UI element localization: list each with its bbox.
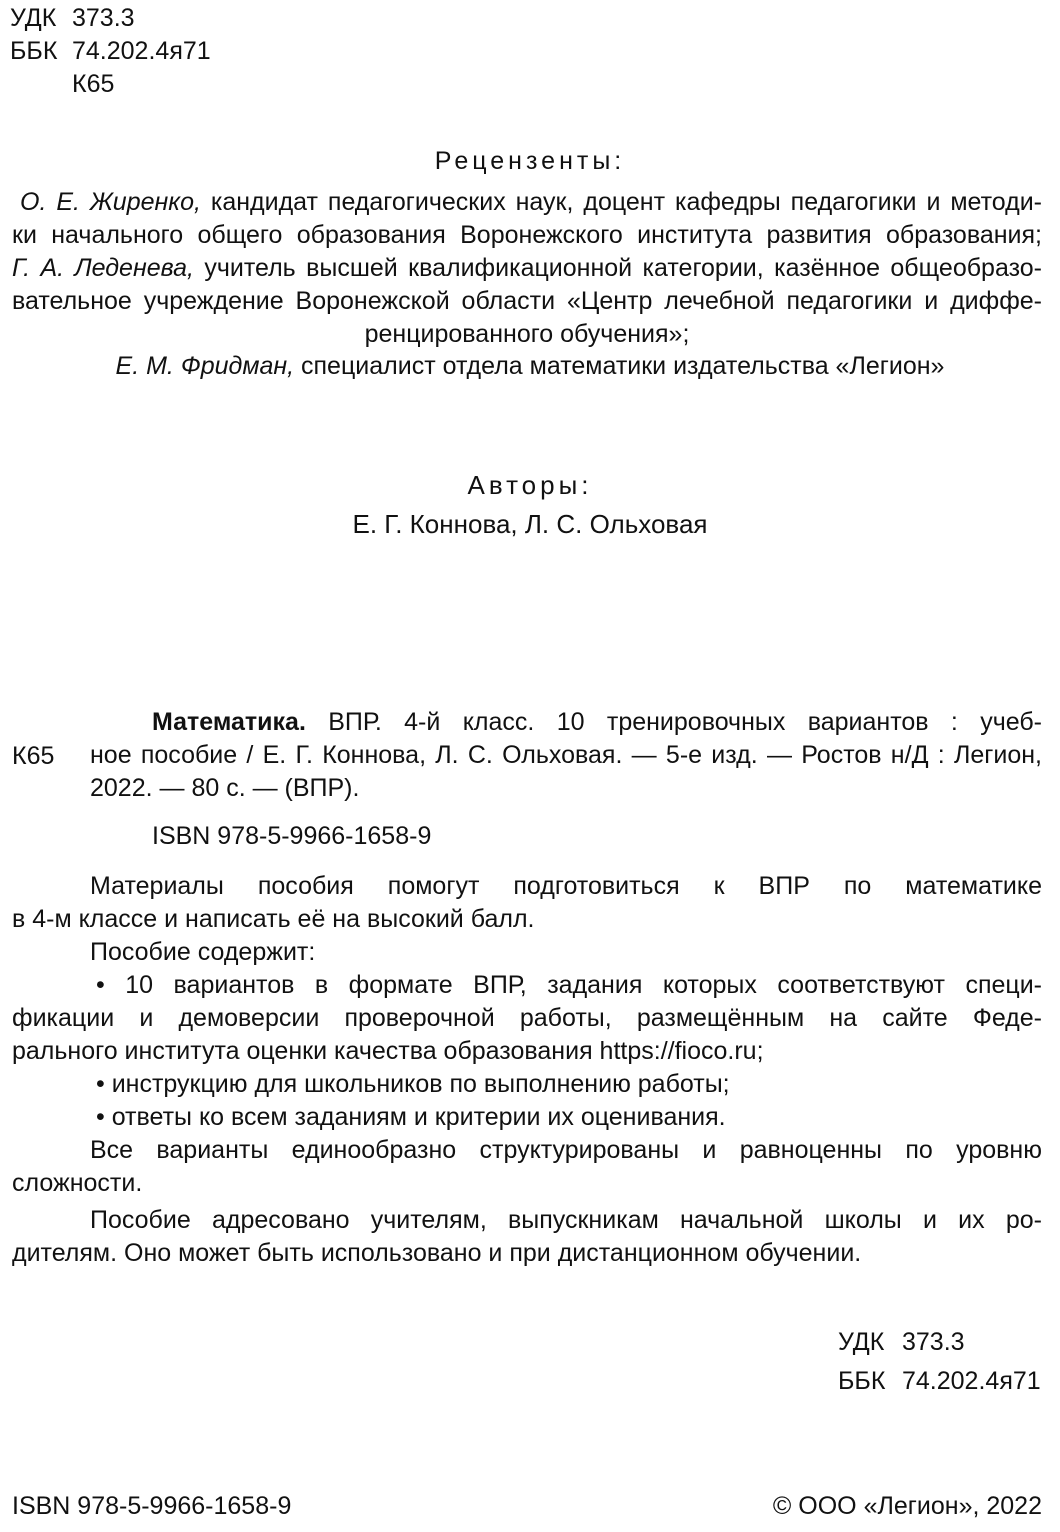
catalog-title: Математика.: [152, 708, 306, 736]
bottom-codes: [838, 1326, 1058, 1398]
authors-names: Е. Г. Коннова, Л. С. Ольховая: [352, 509, 708, 539]
top-udk-row: [10, 2, 310, 35]
bottom-udk-value: 373.3: [902, 1328, 965, 1356]
reviewer-2-line-2: вательное учреждение Воронежской области «Центр лечебной педагогики и диффе-: [12, 287, 1042, 315]
annotation-p3-line-1: Все варианты единообразно структурированы и равноценны по уровню: [90, 1136, 1042, 1164]
udk-label: УДК: [10, 4, 57, 32]
catalog-entry: [90, 706, 1042, 805]
annotation-p1-line-1: Материалы пособия помогут подготовиться к ВПР по математике: [90, 872, 1042, 900]
top-codes: [10, 2, 310, 101]
reviewer-2: [12, 252, 1042, 351]
udk-value: 373.3: [72, 4, 135, 32]
reviewer-2-name: Г. А. Леденева,: [12, 254, 194, 282]
annotation-p2: Пособие содержит:: [90, 938, 316, 966]
reviewer-3: Е. М. Фридман, специалист отдела математики издательства «Легион»: [115, 352, 945, 380]
footer-copyright: © ООО «Легион», 2022: [772, 1492, 1042, 1520]
annotation-p1-line-2: в 4-м классе и написать её на высокий балл.: [12, 905, 535, 933]
bottom-bbk-label: ББК: [838, 1367, 886, 1395]
reviewer-2-line-1: Г. А. Леденева, учитель высшей квалификационной категории, казённое общеобразо-: [12, 254, 1042, 282]
annotation-bullet-1-line-2: фикации и демоверсии проверочной работы, размещённым на сайте Феде-: [12, 1004, 1042, 1032]
top-bbk-row: [10, 35, 310, 68]
authors-heading: Авторы:: [467, 470, 593, 500]
catalog-line-2: ное пособие / Е. Г. Коннова, Л. С. Ольховая. — 5-е изд. — Ростов н/Д : Легион,: [90, 741, 1042, 769]
catalog-isbn: ISBN 978-5-9966-1658-9: [152, 822, 432, 850]
annotation-p3-line-2: сложности.: [12, 1169, 143, 1197]
annotation-bullet-3: • ответы ко всем заданиям и критерии их оценивания.: [96, 1103, 726, 1131]
bottom-udk-row: [838, 1326, 1058, 1359]
reviewer-1-line-1: О. Е. Жиренко, кандидат педагогических наук, доцент кафедры педагогики и методи-: [20, 188, 1042, 216]
bbk-value: 74.202.4я71: [72, 37, 211, 65]
bbk-label: ББК: [10, 37, 58, 65]
reviewer-1-line-2: ки начального общего образования Воронежского института развития образования;: [12, 221, 1042, 249]
annotation-bullet-1-line-1: • 10 вариантов в формате ВПР, задания которых соответствуют специ-: [96, 971, 1042, 999]
annotation: [12, 870, 1042, 1270]
author-mark: К65: [72, 70, 115, 98]
annotation-p4-line-1: Пособие адресовано учителям, выпускникам начальной школы и их ро-: [90, 1206, 1042, 1234]
annotation-p4-line-2: дителям. Оно может быть использовано и при дистанционном обучении.: [12, 1239, 862, 1267]
top-author-mark-row: [10, 68, 310, 101]
bottom-udk-label: УДК: [838, 1328, 885, 1356]
bottom-bbk-row: [838, 1365, 1058, 1398]
footer-isbn: ISBN 978-5-9966-1658-9: [12, 1492, 292, 1520]
reviewer-3-name: Е. М. Фридман,: [115, 352, 295, 380]
reviewer-2-line-3: ренцированного обучения»;: [364, 320, 690, 348]
reviewer-1: [12, 186, 1042, 252]
bottom-bbk-value: 74.202.4я71: [902, 1367, 1041, 1395]
reviewers-heading: Рецензенты:: [434, 147, 626, 175]
catalog-mark: К65: [12, 742, 55, 770]
annotation-bullet-2: • инструкцию для школьников по выполнению работы;: [96, 1070, 730, 1098]
catalog-line-1: Математика. ВПР. 4-й класс. 10 тренировочных вариантов : учеб-: [152, 708, 1042, 736]
catalog-line-3: 2022. — 80 с. — (ВПР).: [90, 774, 360, 802]
reviewer-1-name: О. Е. Жиренко,: [20, 188, 201, 216]
annotation-bullet-1-line-3: рального института оценки качества образования https://fioco.ru;: [12, 1037, 764, 1065]
